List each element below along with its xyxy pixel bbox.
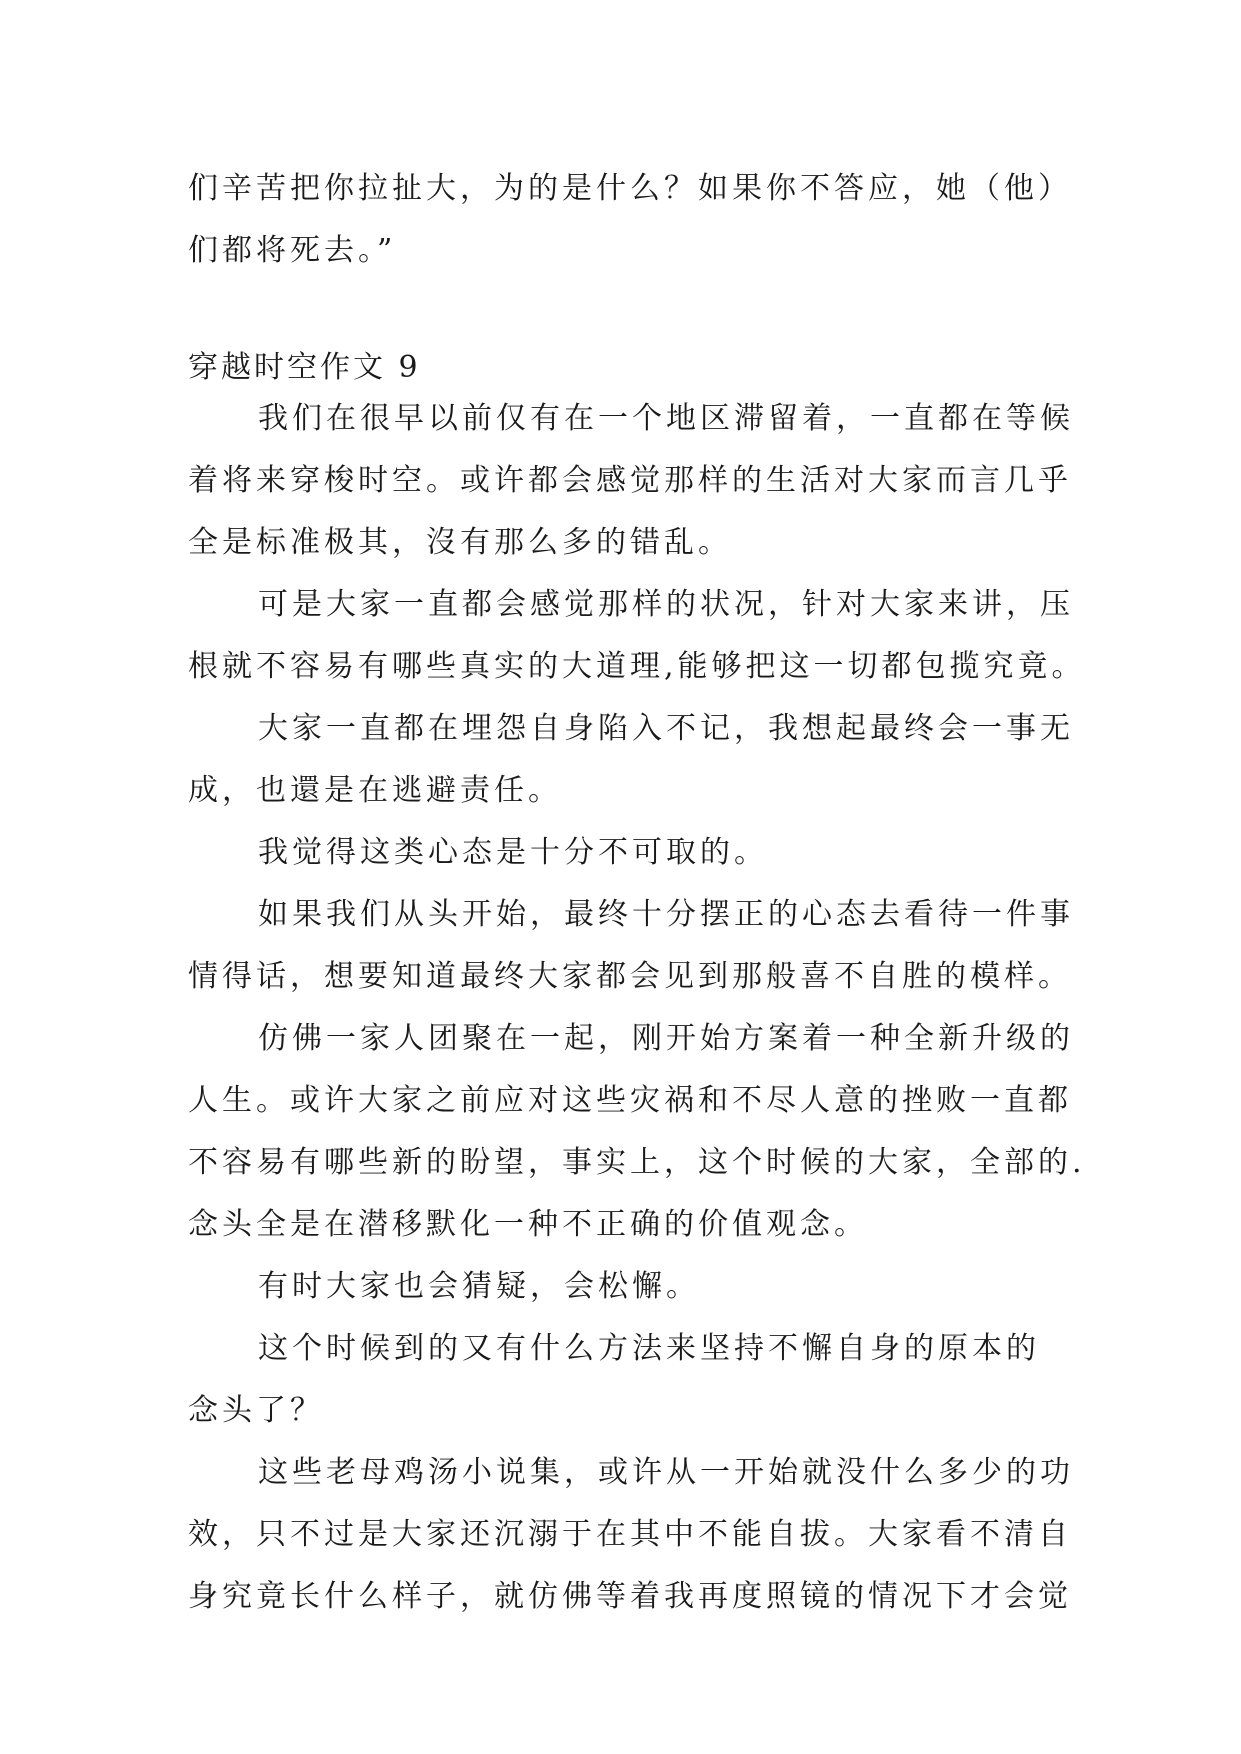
text-line: 们都将死去。” bbox=[188, 233, 397, 268]
paragraph-line: 情得话，想要知道最终大家都会见到那般喜不自胜的模样。 bbox=[188, 959, 1072, 994]
paragraph-line: 仿佛一家人团聚在一起，刚开始方案着一种全新升级的 bbox=[258, 1021, 1074, 1056]
paragraph-line: 全是标准极其，沒有那么多的错乱。 bbox=[188, 525, 732, 560]
paragraph-line: 大家一直都在埋怨自身陷入不记，我想起最终会一事无 bbox=[258, 711, 1074, 746]
paragraph-line: 可是大家一直都会感觉那样的状况，针对大家来讲，压 bbox=[258, 587, 1074, 622]
text-line: 们辛苦把你拉扯大，为的是什么？如果你不答应，她（他） bbox=[188, 171, 1072, 206]
paragraph-line: 根就不容易有哪些真实的大道理,能够把这一切都包揽究竟。 bbox=[188, 649, 1086, 684]
paragraph-line: 身究竟长什么样子，就仿佛等着我再度照镜的情况下才会觉 bbox=[188, 1579, 1072, 1614]
paragraph-line: 不容易有哪些新的盼望，事实上，这个时候的大家，全部的. bbox=[188, 1145, 1086, 1180]
paragraph-line: 这些老母鸡汤小说集，或许从一开始就没什么多少的功 bbox=[258, 1455, 1074, 1490]
paragraph-line: 念头了？ bbox=[188, 1393, 324, 1428]
paragraph-line: 这个时候到的又有什么方法来坚持不懈自身的原本的 bbox=[258, 1331, 1040, 1366]
continuation-paragraph bbox=[188, 158, 1072, 282]
paragraph-line: 人生。或许大家之前应对这些灾祸和不尽人意的挫败一直都 bbox=[188, 1083, 1072, 1118]
paragraph-line: 念头全是在潜移默化一种不正确的价值观念。 bbox=[188, 1207, 868, 1242]
essay-body bbox=[188, 388, 1086, 1628]
paragraph-line: 有时大家也会猜疑，会松懈。 bbox=[258, 1269, 700, 1304]
paragraph-line: 如果我们从头开始，最终十分摆正的心态去看待一件事 bbox=[258, 897, 1074, 932]
paragraph-line: 效，只不过是大家还沉溺于在其中不能自拔。大家看不清自 bbox=[188, 1517, 1072, 1552]
paragraph-line: 我觉得这类心态是十分不可取的。 bbox=[258, 835, 768, 870]
paragraph-line: 着将来穿梭时空。或许都会感觉那样的生活对大家而言几乎 bbox=[188, 463, 1072, 498]
section-title: 穿越时空作文 9 bbox=[188, 350, 421, 385]
paragraph-line: 成，也還是在逃避责任。 bbox=[188, 773, 562, 808]
paragraph-line: 我们在很早以前仅有在一个地区滞留着，一直都在等候 bbox=[258, 401, 1074, 436]
